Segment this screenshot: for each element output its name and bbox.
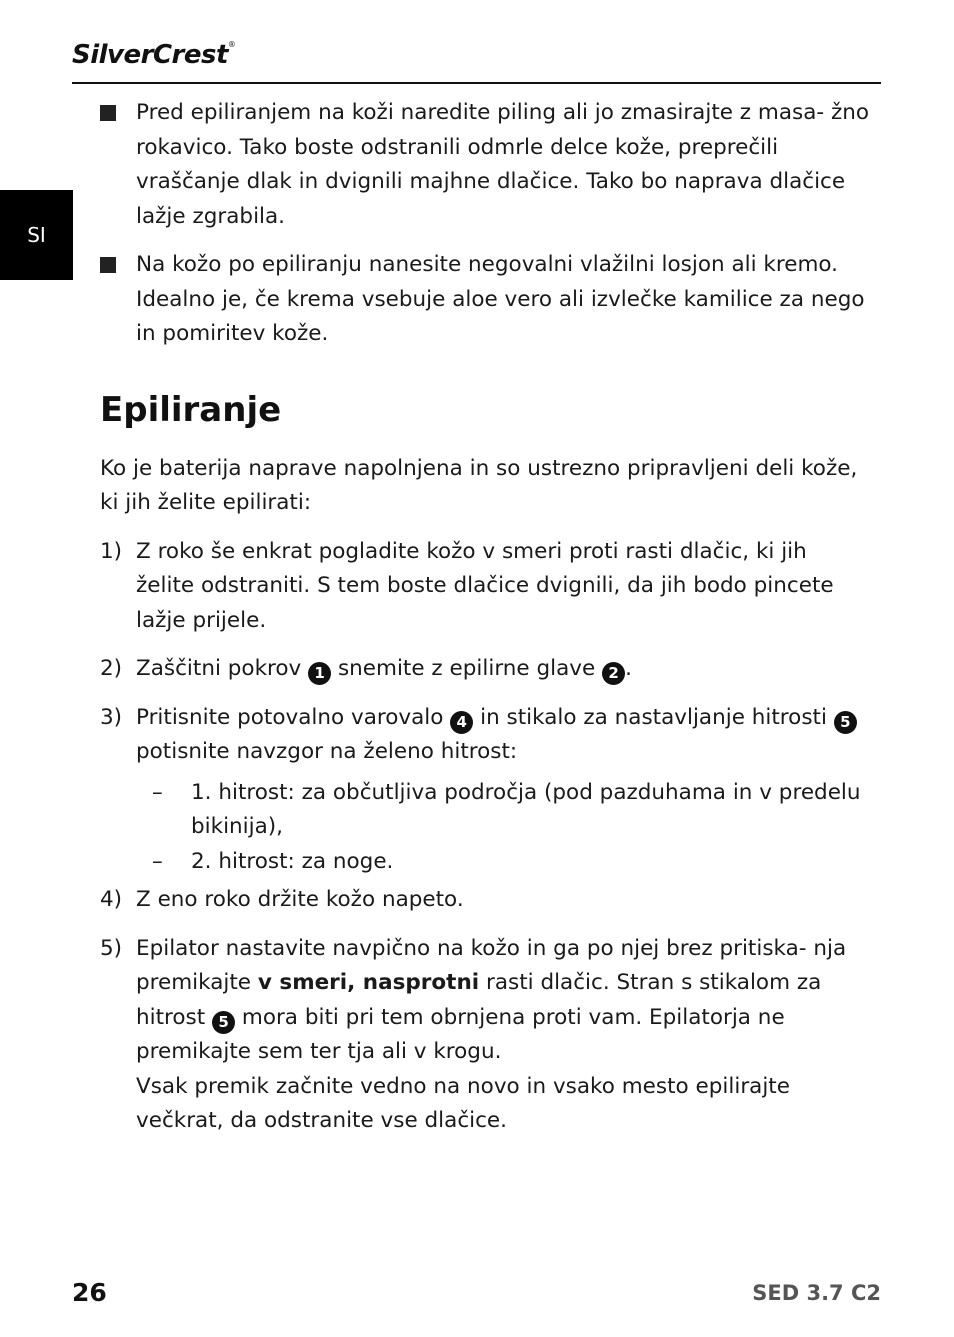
callout-5-icon: 5 bbox=[212, 1011, 235, 1034]
list-item: – 2. hitrost: za noge. bbox=[152, 848, 394, 874]
step-4: 4) Z eno roko držite kožo napeto. bbox=[100, 883, 870, 918]
step-number: 2) bbox=[100, 656, 123, 681]
bullet-item: Na kožo po epiliranju nanesite negovalni vlažilni losjon ali kremo. Idealno je, če krema vsebuje aloe vero ali izvlečke kamilice za nego in pomiritev kože. bbox=[100, 248, 870, 352]
step-number: 4) bbox=[100, 887, 123, 912]
square-bullet-icon bbox=[100, 105, 116, 121]
callout-2-icon: 2 bbox=[602, 662, 625, 685]
intro-paragraph: Ko je baterija naprave napolnjena in so ustrezno pripravljeni deli kože, ki jih želite epilirati: bbox=[100, 455, 858, 515]
speed-list bbox=[100, 776, 870, 880]
list-item: – 1. hitrost: za občutljiva področja (pod pazduhama in v predelu bikinija), bbox=[152, 779, 861, 839]
callout-5-icon: 5 bbox=[834, 711, 857, 734]
brand-logo: SilverCrest® bbox=[72, 40, 236, 70]
step-number: 3) bbox=[100, 704, 123, 730]
step-2: 2) Zaščitni pokrov 1 snemite z epilirne glave 2 . bbox=[100, 652, 870, 687]
section-title: Epiliranje bbox=[100, 389, 282, 430]
step-number: 1) bbox=[100, 538, 123, 564]
step-1: 1) Z roko še enkrat pogladite kožo v smeri proti rasti dlačic, ki jih želite odstraniti. S tem boste dlačice dvignili, da jih bodo pincete lažje prijele. bbox=[100, 535, 870, 639]
callout-4-icon: 4 bbox=[450, 711, 473, 734]
bullet-item: Pred epiliranjem na koži naredite piling ali jo zmasirajte z masa- žno rokavico. Tako boste odstranili odmrle delce kože, preprečili vraščanje dlak in dvignili majhne dlačice. Tako bo naprava dlačice lažje zgrabila. bbox=[100, 96, 870, 234]
step-5: 5) Epilator nastavite navpično na kožo in ga po njej brez pritiska- nja premikajte v smeri, nasprotni rasti dlačic. Stran s stikalom za hitrost 5 mora biti pri tem obrnjena proti vam. Epilatorja ne premikajte sem ter tja ali v krogu. Vsak premik začnite vedno na novo in vsako mesto epilirajte večkrat, da odstranite vse dlačice. bbox=[100, 932, 870, 1139]
step-3: 3) Pritisnite potovalno varovalo 4 in stikalo za nastavljanje hitrosti 5 potisnite navzgor na želeno hitrost: bbox=[100, 701, 870, 770]
callout-1-icon: 1 bbox=[308, 662, 331, 685]
page-number: 26 bbox=[72, 1278, 107, 1307]
language-tab: SI bbox=[0, 190, 73, 280]
square-bullet-icon bbox=[100, 257, 116, 273]
step-number: 5) bbox=[100, 935, 123, 961]
header-rule bbox=[72, 82, 881, 84]
page-content bbox=[100, 96, 870, 1153]
model-number: SED 3.7 C2 bbox=[752, 1281, 881, 1305]
